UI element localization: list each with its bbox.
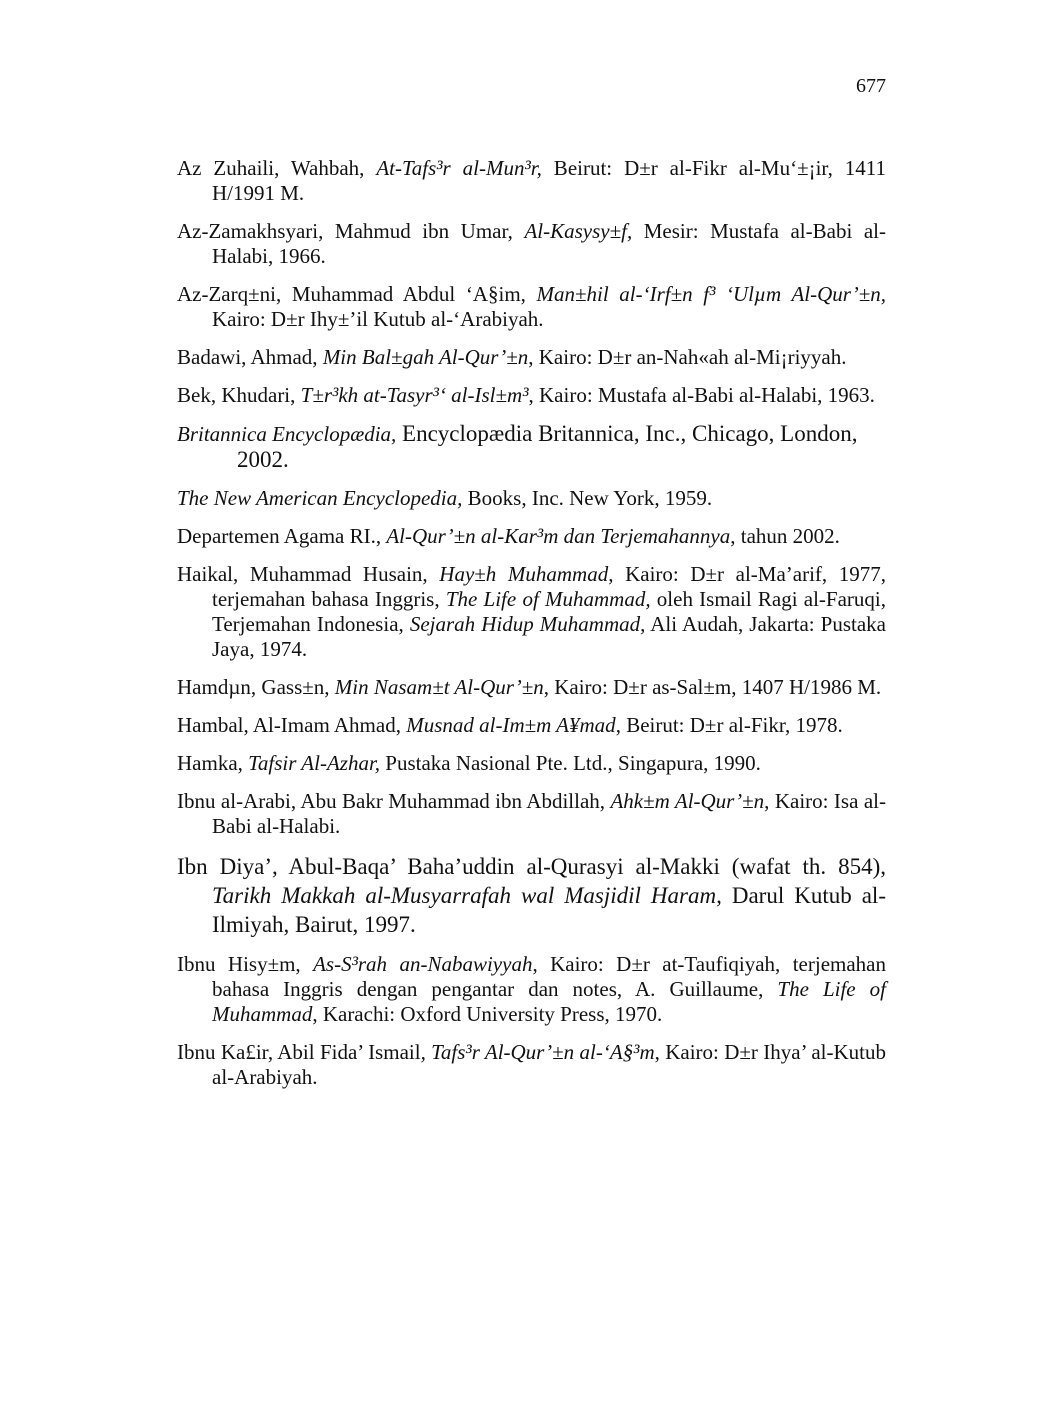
bibliography-list [177, 156, 886, 1103]
entry-author: Hamka, [177, 751, 249, 775]
bibliography-entry [177, 751, 886, 776]
entry-title: Min Bal±gah Al-Qur’±n [322, 345, 529, 369]
entry-publication: , Karachi: Oxford University Press, 1970. [312, 1002, 663, 1026]
bibliography-entry [177, 562, 886, 662]
entry-publication: , Kairo: D±r as-Sal±m, 1407 H/1986 M. [543, 675, 882, 699]
bibliography-entry [177, 789, 886, 839]
entry-title: The Life of Muhammad, [445, 587, 651, 611]
entry-publication: oleh Ismail Ragi al-Faruqi, Terjemahan Indonesia, [212, 587, 886, 636]
entry-title: Britannica Encyclopædia, [177, 422, 397, 446]
entry-author: Departemen Agama RI., [177, 524, 387, 548]
entry-author: Ibnu al-Arabi, Abu Bakr Muhammad ibn Abdillah, [177, 789, 611, 813]
entry-author: Ibnu Hisy±m, [177, 952, 314, 976]
bibliography-entry [177, 383, 886, 408]
entry-author: Hamdµn, Gass±n, [177, 675, 335, 699]
entry-title: As-S³rah an-Nabawiyyah [313, 952, 533, 976]
entry-title: T±r³kh at-Tasyr³‘ al-Isl±m³ [300, 383, 529, 407]
entry-publication: Beirut: D±r al-Fikr al-Mu‘±¡ir, 1411 H/1991 M. [212, 156, 886, 205]
entry-author: Ibnu Ka£ir, Abil Fida’ Ismail [177, 1040, 421, 1064]
entry-publication: Ali Audah, Jakarta: Pustaka Jaya, 1974. [212, 612, 886, 661]
entry-title: , Tafs³r Al-Qur’±n al-‘A§³m [420, 1040, 655, 1064]
entry-author: Az Zuhaili, Wahbah, [177, 156, 377, 180]
entry-title: The Life of Muhammad [212, 977, 886, 1026]
entry-publication: , tahun 2002. [730, 524, 840, 548]
entry-author: Az-Zarq±ni, Muhammad Abdul ‘A§im, [177, 282, 537, 306]
entry-publication: , Beirut: D±r al-Fikr, 1978. [615, 713, 843, 737]
entry-author: Badawi, Ahmad, [177, 345, 323, 369]
bibliography-entry [177, 156, 886, 206]
bibliography-entry [177, 282, 886, 332]
entry-publication: Books, Inc. New York, 1959. [462, 486, 713, 510]
entry-publication: , Kairo: D±r al-Ma’arif, 1977, terjemahan bahasa Inggris, [212, 562, 887, 611]
bibliography-entry [177, 1040, 886, 1090]
entry-author: Hambal, Al-Imam Ahmad, [177, 713, 407, 737]
entry-title: Man±hil al-‘Irf±n f³ ‘Ulµm Al-Qur’±n, [536, 282, 886, 306]
entry-title: The New American Encyclopedia, [177, 486, 463, 510]
entry-publication: , Kairo: Isa al-Babi al-Halabi. [212, 789, 886, 838]
entry-title: Ahk±m Al-Qur’±n [610, 789, 765, 813]
bibliography-entry [177, 486, 886, 511]
bibliography-entry [177, 713, 886, 738]
entry-title: Sejarah Hidup Muhammad, [409, 612, 646, 636]
entry-author: Haikal, Muhammad Husain, [177, 562, 440, 586]
entry-publication: , Kairo: D±r at-Taufiqiyah, terjemahan bahasa Inggris dengan pengantar dan notes, A. Guillaume, [212, 952, 886, 1001]
entry-title: Musnad al-Im±m A¥mad [406, 713, 616, 737]
entry-publication: Kairo: D±r Ihy±’il Kutub al-‘Arabiyah. [212, 307, 544, 331]
bibliography-entry [177, 675, 886, 700]
entry-title: Tarikh Makkah al-Musyarrafah wal Masjidil Haram, [212, 883, 722, 908]
bibliography-entry [177, 524, 886, 549]
entry-title: Hay±h Muhammad [439, 562, 609, 586]
entry-publication: Pustaka Nasional Pte. Ltd., Singapura, 1990. [380, 751, 761, 775]
entry-title: Min Nasam±t Al-Qur’±n [334, 675, 544, 699]
entry-title: Al-Kasysy±f, [524, 219, 633, 243]
bibliography-entry [177, 345, 886, 370]
entry-publication: Encyclopædia Britannica, Inc., Chicago, London, 2002. [237, 421, 858, 472]
entry-publication: , Kairo: D±r an-Nah«ah al-Mi¡riyyah. [528, 345, 847, 369]
entry-publication: Mesir: Mustafa al-Babi al-Halabi, 1966. [212, 219, 886, 268]
entry-publication: Darul Kutub al-Ilmiyah, Bairut, 1997. [212, 883, 886, 937]
entry-publication: , Kairo: Mustafa al-Babi al-Halabi, 1963. [528, 383, 875, 407]
entry-title: Al-Qur’±n al-Kar³m dan Terjemahannya [386, 524, 731, 548]
entry-publication: , Kairo: D±r Ihya’ al-Kutub al-Arabiyah. [212, 1040, 887, 1089]
page-number: 677 [856, 75, 886, 97]
bibliography-entry [177, 219, 886, 269]
bibliography-entry [177, 952, 886, 1027]
bibliography-entry [177, 852, 886, 939]
entry-author: Bek, Khudari, [177, 383, 301, 407]
entry-author: Ibn Diya’, Abul-Baqa’ Baha’uddin al-Qurasyi al-Makki (wafat th. 854), [177, 854, 886, 879]
entry-author: Az-Zamakhsyari, Mahmud ibn Umar, [177, 219, 525, 243]
entry-title: Tafsir Al-Azhar, [248, 751, 381, 775]
bibliography-entry [177, 421, 886, 473]
entry-title: At-Tafs³r al-Mun³r, [376, 156, 542, 180]
